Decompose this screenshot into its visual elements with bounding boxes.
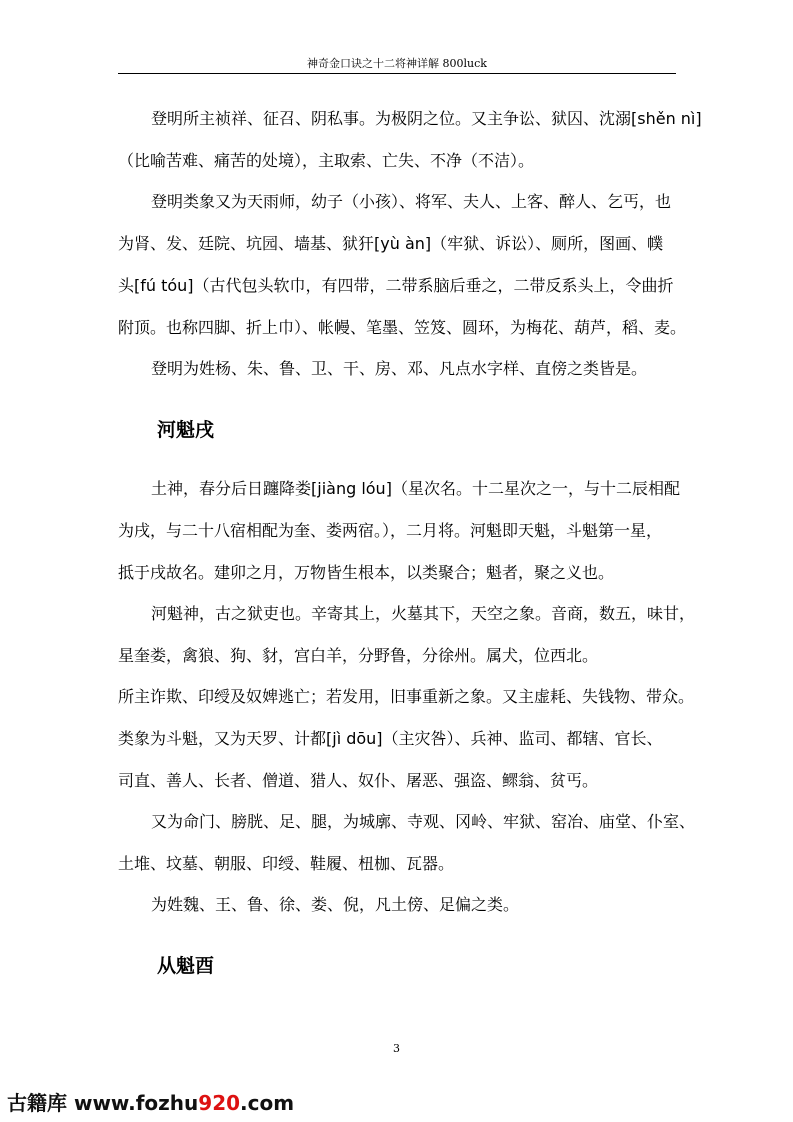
paragraph-line: 附顶。也称四脚、折上巾）、帐幔、笔墨、笠笈、圆环，为梅花、葫芦，稻、麦。 [118,318,687,337]
paragraph-line: 为戌，与二十八宿相配为奎、娄两宿。），二月将。河魁即天魁，斗魁第一星， [118,521,663,540]
section-heading: 河魁戌 [157,419,215,441]
watermark [7,1087,294,1116]
paragraph-line: 头[fú tóu]（古代包头软巾，有四带，二带系脑后垂之，二带反系头上，令曲折 [118,276,674,295]
paragraph-line: 类象为斗魁，又为天罗、计都[jì dōu]（主灾咎）、兵神、监司、都辖、官长、 [118,729,663,748]
paragraph-line: 星奎娄，禽狼、狗、豺，宫白羊，分野鲁，分徐州。属犬，位西北。 [118,646,599,665]
paragraph-line: 登明类象又为天雨师，幼子（小孩）、将军、夫人、上客、醉人、乞丐，也 [151,192,672,211]
paragraph-line: 河魁神，古之狱吏也。辛寄其上，火墓其下，天空之象。音商，数五，味甘， [151,604,696,623]
paragraph-line: 所主诈欺、印绶及奴婢逃亡；若发用，旧事重新之象。又主虚耗、失钱物、带众。 [118,687,695,706]
paragraph-line: 司直、善人、长者、僧道、猎人、奴仆、屠恶、强盗、鳏翁、贫丐。 [118,771,599,790]
header-rule [118,73,676,74]
paragraph-line: 登明所主祯祥、征召、阴私事。为极阴之位。又主争讼、狱囚、沈溺[shěn nì] [151,109,702,128]
paragraph-line: 又为命门、膀胱、足、腿，为城廓、寺观、冈岭、牢狱、窑冶、庙堂、仆室、 [151,812,696,831]
watermark-suffix: .com [240,1091,295,1115]
paragraph-line: （比喻苦难、痛苦的处境），主取索、亡失、不净（不洁）。 [118,151,535,170]
paragraph-line: 登明为姓杨、朱、鲁、卫、干、房、邓、凡点水字样、直傍之类皆是。 [151,359,648,378]
paragraph-line: 土神，春分后日躔降娄[jiàng lóu]（星次名。十二星次之一，与十二辰相配 [151,479,680,498]
page-number: 3 [393,1042,400,1055]
section-heading: 从魁酉 [157,955,215,977]
paragraph-line: 为肾、发、廷院、坑园、墙基、狱犴[yù àn]（牢狱、诉讼）、厕所，图画、幞 [118,234,664,253]
paragraph-line: 抵于戌故名。建卯之月，万物皆生根本，以类聚合；魁者，聚之义也。 [118,563,615,582]
paragraph-line: 为姓魏、王、鲁、徐、娄、倪，凡土傍、足偏之类。 [151,895,520,914]
watermark-number: 920 [198,1091,241,1115]
paragraph-line: 土堆、坟墓、朝服、印绶、鞋履、杻枷、瓦器。 [118,854,455,873]
watermark-text: 古籍库 www.fozhu [7,1091,199,1115]
running-header: 神奇金口诀之十二将神详解 800luck [307,57,487,70]
